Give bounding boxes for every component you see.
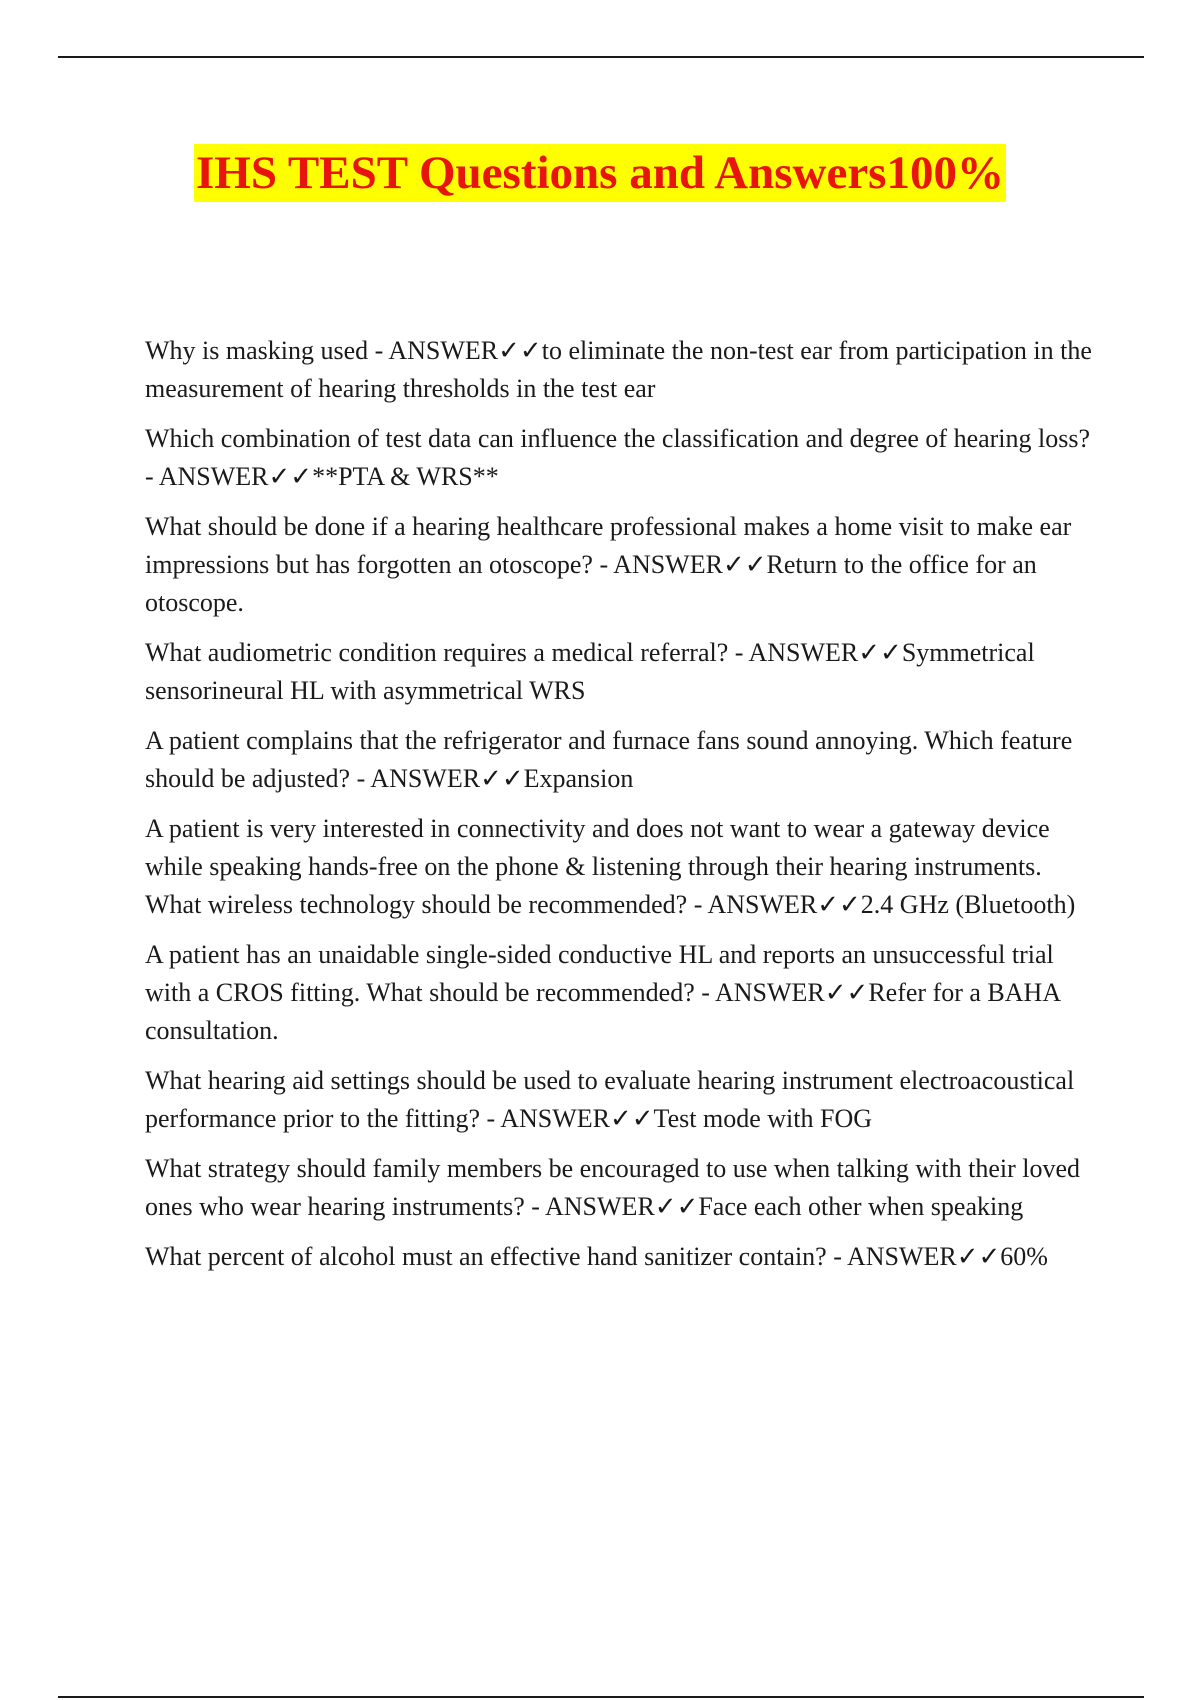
qa-item: A patient is very interested in connectivity and does not want to wear a gateway device while speaking hands-free on the phone & listening through their hearing instruments. What wireless technology should be recommended? - ANSWER✓✓2.4 GHz (Bluetooth) xyxy=(145,814,1076,919)
bottom-rule xyxy=(58,1696,1144,1698)
title-container xyxy=(0,144,1200,202)
page-title: IHS TEST Questions and Answers100% xyxy=(194,144,1006,202)
qa-item: Why is masking used - ANSWER✓✓to eliminate the non-test ear from participation in the measurement of hearing thresholds in the test ear xyxy=(145,336,1092,403)
qa-item: A patient complains that the refrigerator and furnace fans sound annoying. Which feature should be adjusted? - ANSWER✓✓Expansion xyxy=(145,726,1073,793)
top-rule xyxy=(58,56,1144,58)
qa-item: What should be done if a hearing healthcare professional makes a home visit to make ear impressions but has forgotten an otoscope? - ANSWER✓✓Return to the office for an otoscope. xyxy=(145,512,1072,617)
qa-item: What hearing aid settings should be used to evaluate hearing instrument electroacoustical performance prior to the fitting? - ANSWER✓✓Test mode with FOG xyxy=(145,1066,1075,1133)
qa-item: What strategy should family members be encouraged to use when talking with their loved ones who wear hearing instruments? - ANSWER✓✓Face each other when speaking xyxy=(145,1154,1081,1221)
qa-list xyxy=(145,332,1095,1288)
qa-item: Which combination of test data can influence the classification and degree of hearing loss? - ANSWER✓✓**PTA & WRS** xyxy=(145,424,1091,491)
qa-item: What audiometric condition requires a medical referral? - ANSWER✓✓Symmetrical sensorineural HL with asymmetrical WRS xyxy=(145,638,1035,705)
qa-item: A patient has an unaidable single-sided conductive HL and reports an unsuccessful trial with a CROS fitting. What should be recommended? - ANSWER✓✓Refer for a BAHA consultation. xyxy=(145,940,1060,1045)
qa-item: What percent of alcohol must an effective hand sanitizer contain? - ANSWER✓✓60% xyxy=(145,1242,1048,1271)
